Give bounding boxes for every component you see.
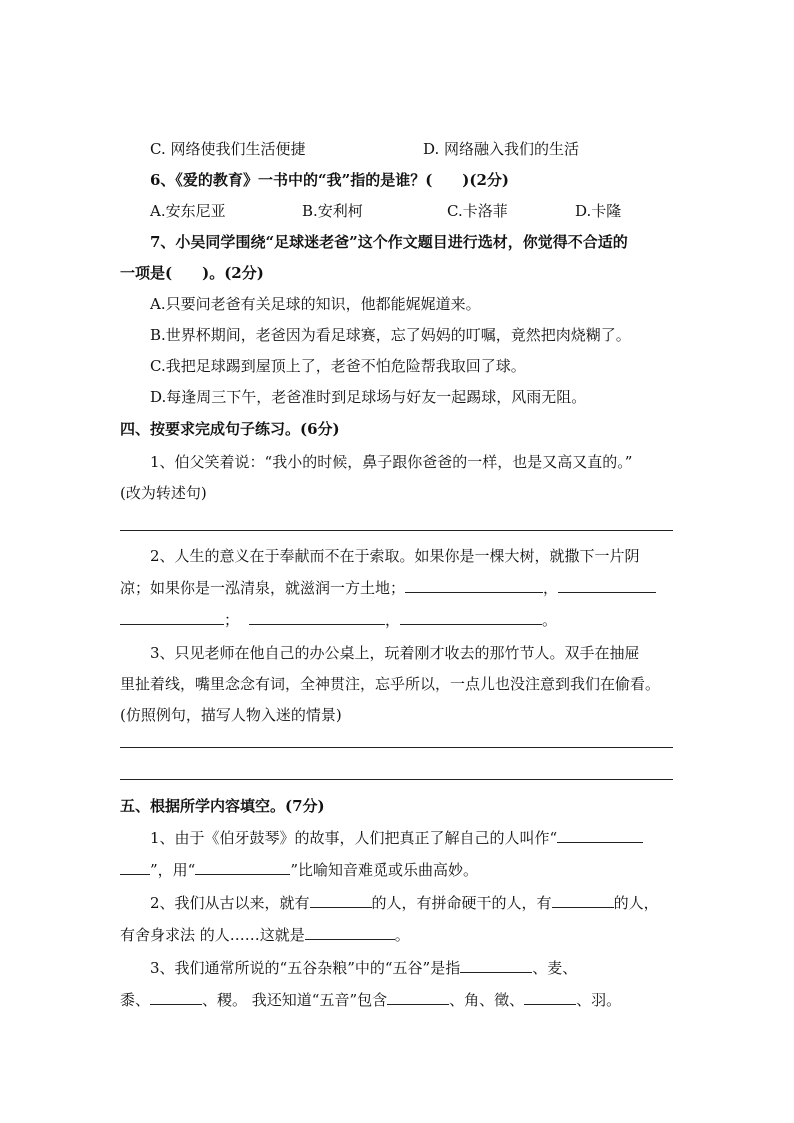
s4-q2-line2-text: 凉；如果你是一泓清泉，就滋润一方土地； — [120, 579, 406, 597]
s4-q2-blank-2[interactable] — [558, 578, 656, 593]
s4-q3-line1: 3、只见老师在他自己的办公桌上，玩着刚才收去的那竹节人。双手在抽屉 — [150, 644, 640, 662]
s5-q2-blank-3[interactable] — [305, 925, 395, 940]
q6-option-d: D.卡隆 — [575, 202, 622, 220]
s4-q2-blank-1[interactable] — [405, 578, 543, 593]
q7-option-b: B.世界杯期间，老爸因为看足球赛，忘了妈妈的叮嘱，竟然把肉烧糊了。 — [150, 326, 631, 344]
s4-q2-comma-2: ， — [385, 611, 401, 629]
q7-stem-line2: 一项是( )。(2分) — [120, 264, 264, 282]
q6-option-c: C.卡洛菲 — [447, 202, 508, 220]
s4-q2-line3 — [120, 610, 557, 630]
section4-title: 四、按要求完成句子练习。(6分) — [120, 420, 340, 438]
s5-q1-blank-2[interactable] — [195, 860, 290, 875]
s4-q2-comma: ， — [543, 579, 559, 597]
s5-q3-blank-4[interactable] — [524, 990, 576, 1005]
s4-q2-line1: 2、人生的意义在于奉献而不在于索取。如果你是一棵大树，就撒下一片阴 — [150, 547, 640, 565]
q6-option-a: A.安东尼亚 — [150, 202, 226, 220]
s5-q1-line1 — [150, 828, 643, 848]
s5-q3-text-a: 3、我们通常所说的“五谷杂粮”中的“五谷”是指 — [150, 959, 461, 977]
q6-stem: 6、《爱的教育》一书中的“我”指的是谁？( )(2分) — [150, 171, 510, 189]
s5-q2-line1 — [150, 893, 659, 913]
s4-q3-line2: 里扯着线，嘴里念念有词，全神贯注，忘乎所以，一点儿也没注意到我们在偷看。 — [120, 675, 661, 693]
s5-q3-text-e: 、角、徵、 — [449, 991, 525, 1009]
s4-q2-blank-4[interactable] — [249, 610, 385, 625]
s5-q2-text-b: 的人，有拼命硬干的人，有 — [371, 894, 552, 912]
q5-option-d: D. 网络融入我们的生活 — [423, 140, 580, 158]
q6-option-b: B.安利柯 — [302, 202, 363, 220]
q7-stem-line1: 7、小吴同学围绕“足球迷老爸”这个作文题目进行选材，你觉得不合适的 — [150, 233, 628, 251]
s4-q2-line2 — [120, 578, 656, 598]
q5-option-c: C. 网络使我们生活便捷 — [150, 140, 306, 158]
s5-q1-text-b: ”，用“ — [150, 861, 196, 879]
s5-q1-blank-1-cont[interactable] — [120, 860, 150, 875]
s4-q2-period: 。 — [542, 611, 558, 629]
s4-q1-line2: (改为转述句) — [120, 484, 207, 502]
s5-q2-text-e: 。 — [394, 926, 410, 944]
s5-q3-text-d: 、稷。 我还知道“五音”包含 — [202, 991, 388, 1009]
s5-q3-blank-2[interactable] — [150, 990, 202, 1005]
s4-q3-answer-line-2[interactable] — [120, 779, 673, 780]
s5-q1-line2 — [120, 860, 478, 880]
s5-q2-text-d: 有舍身求法 的人……这就是 — [120, 926, 305, 944]
s4-q2-blank-5[interactable] — [400, 610, 542, 625]
s5-q3-line2 — [120, 990, 621, 1010]
s5-q2-line2 — [120, 925, 410, 945]
s5-q3-text-c: 黍、 — [120, 991, 151, 1009]
s4-q2-blank-3[interactable] — [120, 610, 224, 625]
s4-q1-line1: 1、伯父笑着说：“我小的时候，鼻子跟你爸爸的一样，也是又高又直的。” — [150, 453, 633, 471]
s5-q3-line1 — [150, 958, 577, 978]
s5-q1-text-a: 1、由于《伯牙鼓琴》的故事，人们把真正了解自己的人叫作“ — [150, 829, 558, 847]
s4-q3-line3: (仿照例句，描写人物入迷的情景) — [120, 706, 342, 724]
s5-q2-text-a: 2、我们从古以来，就有 — [150, 894, 310, 912]
q7-option-a: A.只要问老爸有关足球的知识，他都能娓娓道来。 — [150, 295, 481, 313]
s5-q3-blank-3[interactable] — [387, 990, 449, 1005]
q7-option-d: D.每逢周三下午，老爸准时到足球场与好友一起踢球，风雨无阻。 — [150, 388, 587, 406]
s5-q2-text-c: 的人， — [613, 894, 659, 912]
s4-q3-answer-line-1[interactable] — [120, 747, 673, 748]
s5-q3-text-b: 、麦、 — [532, 959, 578, 977]
s4-q2-semicolon: ； — [224, 611, 240, 629]
s5-q2-blank-1[interactable] — [310, 893, 372, 908]
s5-q3-blank-1[interactable] — [460, 958, 532, 973]
s5-q2-blank-2[interactable] — [552, 893, 614, 908]
s4-q1-answer-line[interactable] — [120, 530, 673, 531]
section5-title: 五、根据所学内容填空。(7分) — [120, 797, 325, 815]
s5-q1-blank-1[interactable] — [557, 828, 643, 843]
s5-q3-text-f: 、羽。 — [576, 991, 622, 1009]
s5-q1-text-c: ”比喻知音难觅或乐曲高妙。 — [290, 861, 479, 879]
q7-option-c: C.我把足球踢到屋顶上了，老爸不怕危险帮我取回了球。 — [150, 357, 526, 375]
